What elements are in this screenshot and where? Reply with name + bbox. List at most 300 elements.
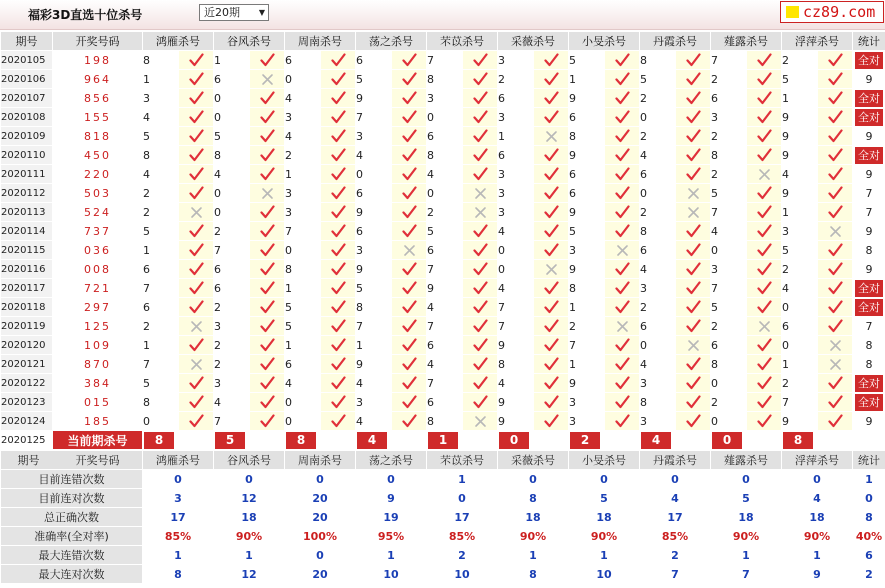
kill-number: 2 [143, 317, 179, 336]
check-icon [534, 317, 569, 336]
kill-number: 8 [427, 70, 463, 89]
column-header: 采薇杀号 [498, 32, 569, 51]
kill-number: 4 [285, 89, 321, 108]
summary-value: 85% [143, 527, 214, 546]
kill-number: 2 [711, 393, 747, 412]
table-row [1, 412, 885, 431]
kill-number: 9 [569, 203, 605, 222]
kill-number: 3 [356, 241, 392, 260]
check-icon [392, 127, 427, 146]
kill-number: 0 [498, 241, 534, 260]
all-correct-badge: 全对 [855, 280, 883, 297]
check-icon [534, 108, 569, 127]
check-icon [321, 222, 356, 241]
check-icon [747, 51, 782, 70]
summary-value: 95% [356, 527, 427, 546]
period-select[interactable] [199, 4, 269, 21]
kill-number: 6 [569, 108, 605, 127]
kill-number: 3 [498, 51, 534, 70]
kill-number: 9 [356, 89, 392, 108]
check-icon [676, 146, 711, 165]
summary-value: 0 [640, 470, 711, 489]
check-icon [321, 108, 356, 127]
kill-number: 4 [711, 222, 747, 241]
table-row [1, 89, 885, 108]
check-icon [747, 89, 782, 108]
kill-number: 6 [427, 336, 463, 355]
empty-cell [747, 431, 782, 450]
kill-number: 0 [356, 165, 392, 184]
kill-number: 6 [569, 184, 605, 203]
kill-number: 6 [356, 222, 392, 241]
check-icon [534, 355, 569, 374]
row-stat [853, 51, 885, 70]
check-icon [534, 279, 569, 298]
check-icon [818, 393, 853, 412]
kill-number: 3 [640, 412, 676, 431]
row-stat: 7 [853, 184, 885, 203]
all-correct-badge: 全对 [855, 52, 883, 69]
check-icon [676, 89, 711, 108]
check-icon [179, 393, 214, 412]
check-icon [463, 336, 498, 355]
check-icon [321, 317, 356, 336]
kill-number: 5 [569, 51, 605, 70]
table-row [1, 393, 885, 412]
check-icon [534, 412, 569, 431]
summary-label: 总正确次数 [1, 508, 143, 527]
draw-number: 524 [53, 203, 143, 222]
current-kill-number: 0 [712, 432, 742, 449]
summary-header-cell [1, 451, 143, 470]
kill-number: 3 [356, 393, 392, 412]
kill-number: 9 [782, 127, 818, 146]
kill-number-table [0, 31, 885, 450]
check-icon [321, 355, 356, 374]
summary-value: 0 [356, 470, 427, 489]
check-icon [321, 146, 356, 165]
check-icon [392, 393, 427, 412]
kill-number: 0 [711, 374, 747, 393]
kill-number: 8 [640, 222, 676, 241]
draw-number: 198 [53, 51, 143, 70]
kill-number: 7 [143, 279, 179, 298]
kill-number: 0 [285, 241, 321, 260]
period-number: 2020108 [1, 108, 53, 127]
table-row [1, 70, 885, 89]
kill-number: 6 [356, 184, 392, 203]
site-logo[interactable] [780, 1, 884, 23]
current-kill-number: 4 [357, 432, 387, 449]
page-header [0, 0, 885, 30]
kill-number: 1 [569, 70, 605, 89]
check-icon [676, 298, 711, 317]
cross-icon [463, 203, 498, 222]
kill-number: 2 [427, 203, 463, 222]
kill-number: 9 [356, 355, 392, 374]
kill-number: 6 [143, 298, 179, 317]
row-stat [853, 279, 885, 298]
table-row [1, 374, 885, 393]
current-kill-cell [285, 431, 321, 450]
summary-value: 1 [427, 470, 498, 489]
summary-value: 19 [356, 508, 427, 527]
kill-number: 7 [214, 241, 250, 260]
kill-number: 4 [640, 146, 676, 165]
kill-number: 1 [356, 336, 392, 355]
row-stat [853, 298, 885, 317]
check-icon [321, 89, 356, 108]
check-icon [534, 393, 569, 412]
check-icon [605, 70, 640, 89]
check-icon [818, 412, 853, 431]
kill-number: 0 [711, 241, 747, 260]
check-icon [321, 70, 356, 89]
check-icon [818, 241, 853, 260]
row-stat: 7 [853, 317, 885, 336]
summary-value: 90% [498, 527, 569, 546]
kill-number: 3 [498, 184, 534, 203]
kill-number: 7 [711, 51, 747, 70]
kill-number: 3 [427, 89, 463, 108]
kill-number: 4 [214, 393, 250, 412]
kill-number: 6 [427, 127, 463, 146]
check-icon [321, 336, 356, 355]
column-header: 丹霞杀号 [640, 451, 711, 470]
summary-label: 目前连错次数 [1, 470, 143, 489]
draw-number: 125 [53, 317, 143, 336]
kill-number: 1 [782, 203, 818, 222]
kill-number: 5 [285, 317, 321, 336]
check-icon [747, 298, 782, 317]
kill-number: 1 [285, 336, 321, 355]
check-icon [321, 241, 356, 260]
check-icon [676, 70, 711, 89]
kill-number: 3 [569, 393, 605, 412]
kill-number: 4 [143, 165, 179, 184]
kill-number: 2 [569, 317, 605, 336]
kill-number: 8 [285, 260, 321, 279]
kill-number: 3 [498, 108, 534, 127]
check-icon [179, 146, 214, 165]
kill-number: 2 [711, 70, 747, 89]
summary-value: 0 [285, 546, 356, 565]
kill-number: 1 [285, 165, 321, 184]
kill-number: 3 [711, 108, 747, 127]
all-correct-badge: 全对 [855, 299, 883, 316]
kill-number: 6 [143, 260, 179, 279]
summary-value: 9 [782, 565, 853, 584]
kill-number: 0 [214, 108, 250, 127]
table-header-row [1, 32, 885, 51]
kill-number: 9 [569, 89, 605, 108]
kill-number: 9 [782, 412, 818, 431]
kill-number: 6 [640, 317, 676, 336]
cross-icon [747, 165, 782, 184]
check-icon [818, 127, 853, 146]
kill-number: 4 [427, 355, 463, 374]
column-header: 鸿雁杀号 [143, 451, 214, 470]
kill-number: 3 [782, 222, 818, 241]
kill-number: 8 [640, 51, 676, 70]
kill-number: 2 [640, 298, 676, 317]
check-icon [250, 203, 285, 222]
check-icon [676, 260, 711, 279]
check-icon [392, 412, 427, 431]
check-icon [818, 108, 853, 127]
kill-number: 2 [143, 184, 179, 203]
check-icon [392, 317, 427, 336]
draw-number: 818 [53, 127, 143, 146]
check-icon [392, 298, 427, 317]
check-icon [676, 222, 711, 241]
kill-number: 1 [143, 336, 179, 355]
summary-value: 0 [498, 470, 569, 489]
check-icon [534, 89, 569, 108]
kill-number: 8 [427, 412, 463, 431]
summary-value: 17 [143, 508, 214, 527]
kill-number: 5 [356, 70, 392, 89]
summary-value: 0 [427, 489, 498, 508]
current-kill-cell [498, 431, 534, 450]
kill-number: 5 [356, 279, 392, 298]
kill-number: 6 [427, 241, 463, 260]
check-icon [250, 374, 285, 393]
check-icon [179, 165, 214, 184]
check-icon [605, 51, 640, 70]
draw-number: 185 [53, 412, 143, 431]
draw-number: 856 [53, 89, 143, 108]
check-icon [747, 374, 782, 393]
logo-text: cz89.com [803, 3, 876, 21]
check-icon [676, 393, 711, 412]
kill-number: 4 [356, 412, 392, 431]
summary-value: 1 [782, 546, 853, 565]
table-row [1, 51, 885, 70]
check-icon [250, 222, 285, 241]
kill-number: 7 [498, 317, 534, 336]
table-row [1, 108, 885, 127]
check-icon [676, 317, 711, 336]
check-icon [321, 279, 356, 298]
summary-value: 18 [711, 508, 782, 527]
current-kill-cell [427, 431, 463, 450]
check-icon [463, 70, 498, 89]
cross-icon [605, 241, 640, 260]
check-icon [747, 241, 782, 260]
check-icon [321, 184, 356, 203]
check-icon [534, 203, 569, 222]
kill-number: 3 [356, 127, 392, 146]
kill-number: 7 [427, 51, 463, 70]
column-header: 周南杀号 [285, 451, 356, 470]
kill-number: 5 [143, 374, 179, 393]
check-icon [179, 336, 214, 355]
kill-number: 1 [569, 298, 605, 317]
summary-value: 5 [711, 489, 782, 508]
check-icon [534, 298, 569, 317]
kill-number: 1 [143, 241, 179, 260]
check-icon [179, 184, 214, 203]
kill-number: 4 [640, 355, 676, 374]
kill-number: 2 [214, 355, 250, 374]
check-icon [463, 51, 498, 70]
kill-number: 9 [498, 412, 534, 431]
kill-number: 9 [427, 279, 463, 298]
kill-number: 6 [427, 393, 463, 412]
row-stat: 9 [853, 70, 885, 89]
row-stat [853, 89, 885, 108]
check-icon [534, 165, 569, 184]
check-icon [250, 412, 285, 431]
kill-number: 3 [285, 203, 321, 222]
check-icon [605, 108, 640, 127]
summary-value: 5 [569, 489, 640, 508]
kill-number: 4 [498, 374, 534, 393]
check-icon [463, 317, 498, 336]
check-icon [534, 222, 569, 241]
check-icon [676, 108, 711, 127]
summary-value: 1 [498, 546, 569, 565]
summary-value: 1 [143, 546, 214, 565]
summary-value: 40% [853, 527, 885, 546]
kill-number: 9 [782, 108, 818, 127]
kill-number: 9 [498, 393, 534, 412]
summary-row [1, 508, 885, 527]
check-icon [179, 374, 214, 393]
kill-number: 0 [427, 108, 463, 127]
period-number: 2020111 [1, 165, 53, 184]
check-icon [463, 260, 498, 279]
kill-number: 8 [143, 393, 179, 412]
summary-value: 10 [356, 565, 427, 584]
check-icon [250, 89, 285, 108]
check-icon [392, 222, 427, 241]
kill-number: 6 [214, 70, 250, 89]
kill-number: 9 [569, 260, 605, 279]
summary-value: 10 [427, 565, 498, 584]
column-header: 芣苡杀号 [427, 451, 498, 470]
check-icon [605, 412, 640, 431]
check-icon [676, 127, 711, 146]
kill-number: 6 [782, 317, 818, 336]
check-icon [392, 89, 427, 108]
check-icon [392, 146, 427, 165]
kill-number: 9 [569, 146, 605, 165]
cross-icon [818, 355, 853, 374]
kill-number: 2 [782, 260, 818, 279]
kill-number: 6 [569, 165, 605, 184]
check-icon [605, 127, 640, 146]
check-icon [605, 184, 640, 203]
check-icon [250, 108, 285, 127]
kill-number: 4 [640, 260, 676, 279]
current-kill-cell [782, 431, 818, 450]
column-header: 薤露杀号 [711, 451, 782, 470]
draw-number: 964 [53, 70, 143, 89]
current-kill-number: 8 [286, 432, 316, 449]
check-icon [747, 279, 782, 298]
check-icon [534, 51, 569, 70]
check-icon [818, 51, 853, 70]
summary-label: 准确率(全对率) [1, 527, 143, 546]
table-row [1, 203, 885, 222]
check-icon [463, 374, 498, 393]
check-icon [818, 374, 853, 393]
check-icon [818, 165, 853, 184]
summary-row [1, 565, 885, 584]
logo-square-icon [786, 6, 799, 18]
kill-number: 3 [285, 108, 321, 127]
kill-number: 5 [640, 70, 676, 89]
summary-value: 85% [427, 527, 498, 546]
check-icon [250, 146, 285, 165]
kill-number: 6 [711, 336, 747, 355]
kill-number: 2 [711, 165, 747, 184]
check-icon [605, 222, 640, 241]
column-header: 小旻杀号 [569, 451, 640, 470]
kill-number: 3 [498, 165, 534, 184]
check-icon [747, 184, 782, 203]
draw-number: 297 [53, 298, 143, 317]
kill-number: 2 [498, 70, 534, 89]
check-icon [179, 412, 214, 431]
empty-cell [321, 431, 356, 450]
check-icon [605, 298, 640, 317]
kill-number: 7 [285, 222, 321, 241]
summary-value: 90% [782, 527, 853, 546]
check-icon [818, 317, 853, 336]
empty-cell [179, 431, 214, 450]
check-icon [818, 279, 853, 298]
summary-value: 20 [285, 489, 356, 508]
check-icon [463, 89, 498, 108]
kill-number: 9 [356, 203, 392, 222]
summary-value: 1 [853, 470, 885, 489]
period-number: 2020113 [1, 203, 53, 222]
kill-number: 6 [356, 51, 392, 70]
summary-label: 最大连错次数 [1, 546, 143, 565]
check-icon [676, 279, 711, 298]
current-kill-number: 1 [428, 432, 458, 449]
kill-number: 0 [285, 70, 321, 89]
kill-number: 6 [214, 279, 250, 298]
kill-number: 2 [782, 51, 818, 70]
period-number: 2020110 [1, 146, 53, 165]
row-stat: 8 [853, 355, 885, 374]
draw-number: 220 [53, 165, 143, 184]
check-icon [747, 70, 782, 89]
check-icon [179, 70, 214, 89]
column-header: 期号 [1, 32, 53, 51]
kill-number: 2 [285, 146, 321, 165]
check-icon [463, 127, 498, 146]
check-icon [747, 393, 782, 412]
period-number: 2020107 [1, 89, 53, 108]
kill-number: 4 [285, 127, 321, 146]
kill-number: 9 [569, 374, 605, 393]
summary-value: 0 [214, 470, 285, 489]
summary-value: 2 [427, 546, 498, 565]
period-number: 2020109 [1, 127, 53, 146]
cross-icon [392, 241, 427, 260]
kill-number: 8 [427, 146, 463, 165]
column-header: 荡之杀号 [356, 32, 427, 51]
check-icon [676, 355, 711, 374]
check-icon [463, 108, 498, 127]
summary-value: 2 [640, 546, 711, 565]
check-icon [747, 222, 782, 241]
